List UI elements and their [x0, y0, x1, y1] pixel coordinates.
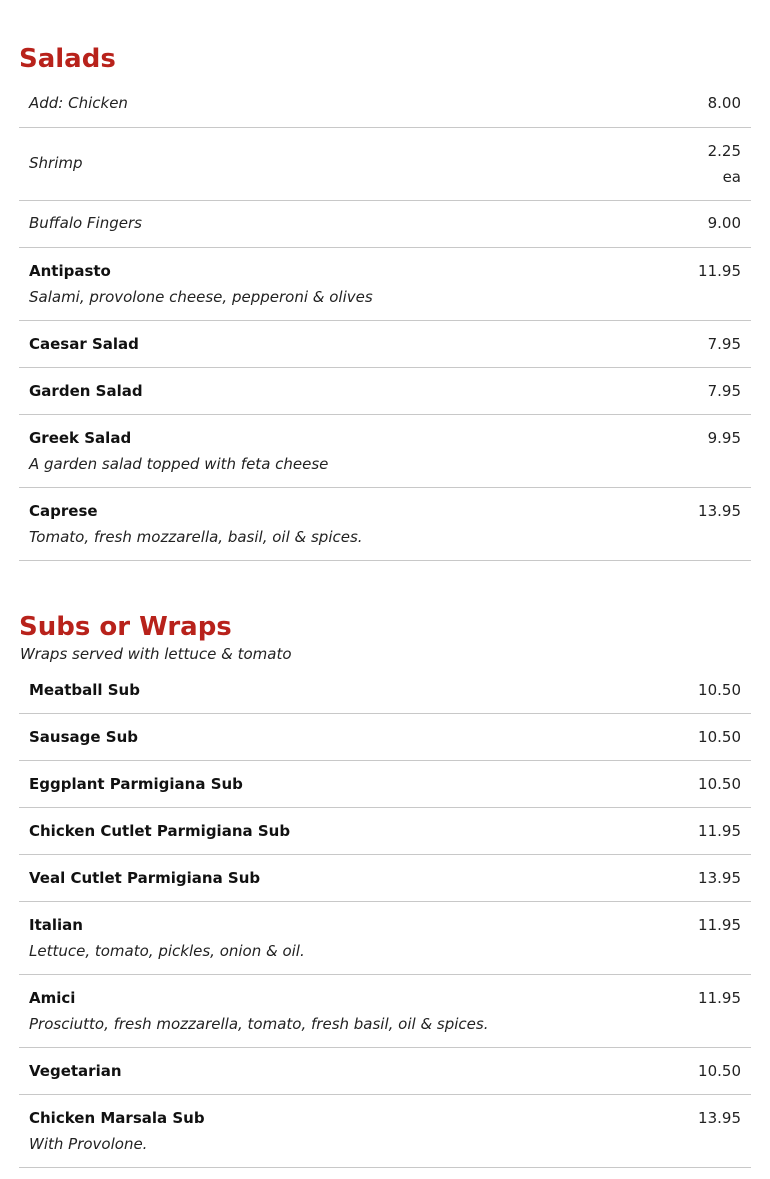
subs-section	[0, 561, 770, 1168]
item-price: 10.50	[698, 1062, 741, 1080]
item-name: Caesar Salad	[29, 335, 139, 353]
menu-item	[19, 975, 751, 1048]
item-description: Prosciutto, fresh mozzarella, tomato, fresh basil, oil & spices.	[29, 1015, 489, 1033]
item-price: 11.95	[698, 262, 741, 280]
item-price: 11.95	[698, 822, 741, 840]
item-description: Salami, provolone cheese, pepperoni & olives	[29, 288, 373, 306]
item-name: Vegetarian	[29, 1062, 122, 1080]
menu-item	[19, 714, 751, 761]
item-price: 10.50	[698, 775, 741, 793]
salads-section	[0, 0, 770, 561]
item-name: Shrimp	[29, 154, 83, 172]
item-price: 13.95	[698, 1109, 741, 1127]
item-name: Antipasto	[29, 262, 111, 280]
menu-item	[19, 415, 751, 488]
item-price: 13.95	[698, 869, 741, 887]
salads-list	[19, 80, 751, 561]
menu-item	[19, 488, 751, 561]
item-name: Italian	[29, 916, 83, 934]
menu-item	[19, 368, 751, 415]
menu-item	[19, 1095, 751, 1168]
item-description: A garden salad topped with feta cheese	[29, 455, 329, 473]
price-value: 2.25	[707, 142, 741, 160]
menu-item	[19, 761, 751, 808]
section-title-salads: Salads	[19, 44, 116, 74]
menu-item	[19, 902, 751, 975]
menu-item	[19, 80, 751, 128]
item-description: Tomato, fresh mozzarella, basil, oil & spices.	[29, 528, 363, 546]
item-name: Caprese	[29, 502, 98, 520]
menu-item	[19, 321, 751, 368]
subs-list	[19, 667, 751, 1168]
section-title-subs: Subs or Wraps	[19, 612, 232, 642]
item-description: Lettuce, tomato, pickles, onion & oil.	[29, 942, 305, 960]
menu-item	[19, 808, 751, 855]
item-price: 9.95	[707, 429, 741, 447]
section-note: Wraps served with lettuce & tomato	[20, 645, 292, 663]
price-unit: ea	[722, 168, 741, 186]
menu-item	[19, 248, 751, 321]
item-price: 8.00	[707, 94, 741, 112]
item-price: 10.50	[698, 681, 741, 699]
menu-item	[19, 201, 751, 248]
item-price: 7.95	[707, 382, 741, 400]
item-name: Buffalo Fingers	[29, 214, 142, 232]
menu-item	[19, 855, 751, 902]
item-name: Greek Salad	[29, 429, 132, 447]
item-name: Eggplant Parmigiana Sub	[29, 775, 243, 793]
item-name: Add: Chicken	[29, 94, 128, 112]
item-price: 11.95	[698, 989, 741, 1007]
item-name: Chicken Cutlet Parmigiana Sub	[29, 822, 291, 840]
menu-item	[19, 667, 751, 714]
item-price	[708, 138, 741, 190]
item-price: 11.95	[698, 916, 741, 934]
item-name: Veal Cutlet Parmigiana Sub	[29, 869, 261, 887]
menu-item	[19, 1048, 751, 1095]
item-name: Sausage Sub	[29, 728, 139, 746]
item-name: Chicken Marsala Sub	[29, 1109, 205, 1127]
item-name: Meatball Sub	[29, 681, 140, 699]
item-price: 13.95	[698, 502, 741, 520]
menu-item	[19, 128, 751, 201]
item-description: With Provolone.	[29, 1135, 148, 1153]
item-price: 10.50	[698, 728, 741, 746]
item-name: Amici	[29, 989, 76, 1007]
item-price: 9.00	[707, 214, 741, 232]
item-price: 7.95	[707, 335, 741, 353]
item-name: Garden Salad	[29, 382, 143, 400]
